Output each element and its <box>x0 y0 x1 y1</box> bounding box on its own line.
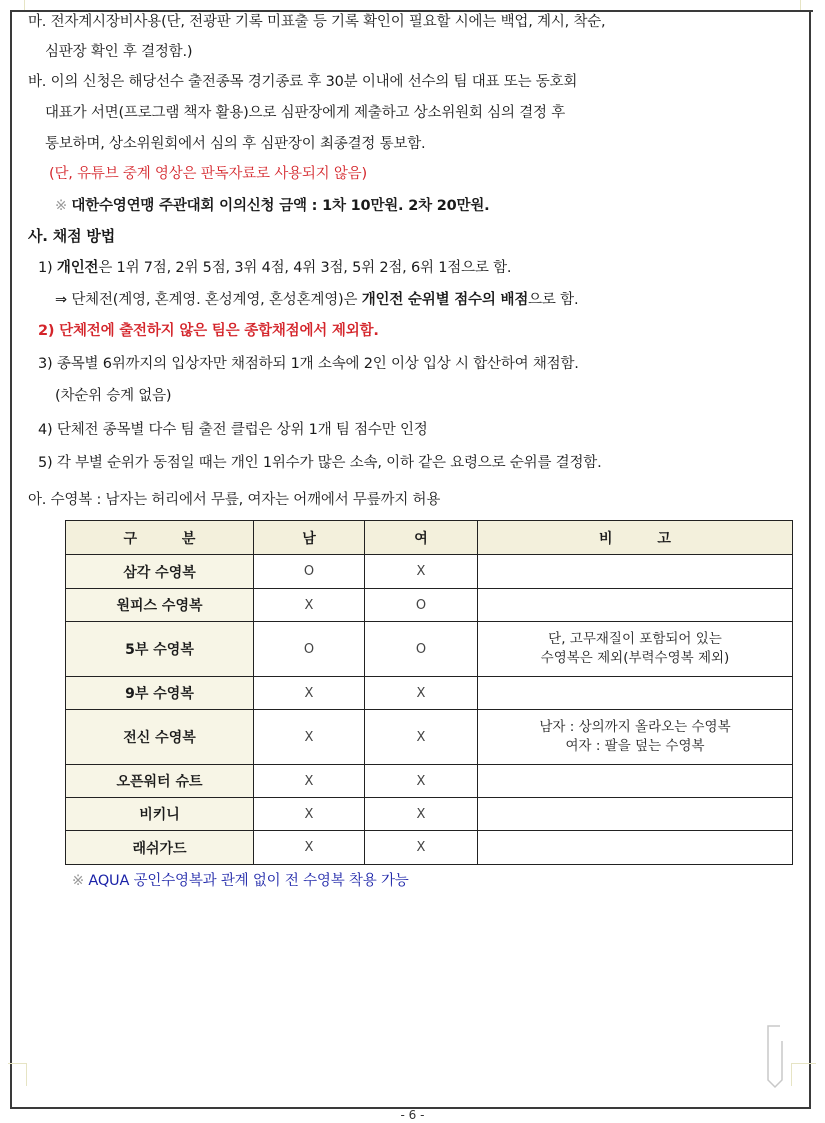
table-row <box>66 555 793 589</box>
row-type: 삼각 수영복 <box>66 555 254 589</box>
header-male: 남 <box>254 521 365 555</box>
scoring-item-4: 4) 단체전 종목별 다수 팀 출전 클럽은 상위 1개 팀 점수만 인정 <box>38 422 428 438</box>
crop-mark-bottom-right <box>791 1063 816 1086</box>
relay-bold-text: 개인전 순위별 점수의 배점 <box>361 292 529 308</box>
row-note <box>478 765 793 798</box>
paragraph-ma-line1: 마. 전자계시장비사용(단, 전광판 기록 미표출 등 기록 확인이 필요할 시에는 백업, 계시, 착순, <box>28 14 606 30</box>
table-row <box>66 677 793 710</box>
youtube-note: (단, 유튜브 중계 영상은 판독자료로 사용되지 않음) <box>49 166 367 182</box>
crop-mark-top-left <box>8 0 25 10</box>
row-male: X <box>254 765 365 798</box>
row-type: 래쉬가드 <box>66 831 254 865</box>
row-type: 9부 수영복 <box>66 677 254 710</box>
appeal-fee-text: 대한수영연맹 주관대회 이의신청 금액 : 1차 10만원. 2차 20만원. <box>71 198 490 214</box>
asterisk-icon: ※ <box>55 198 67 214</box>
row-female: X <box>365 831 478 865</box>
paragraph-ma-line2: 심판장 확인 후 결정함.) <box>45 44 193 60</box>
header-category: 구 분 <box>66 521 254 555</box>
row-note <box>478 831 793 865</box>
row-female: X <box>365 677 478 710</box>
row-note <box>478 589 793 622</box>
relay-end-text: 으로 함. <box>528 292 579 308</box>
row-note-line2: 수영복은 제외(부력수영복 제외) <box>540 650 730 666</box>
arrow-icon: ⇒ <box>55 292 67 308</box>
row-female: X <box>365 798 478 831</box>
scoring-item-1-sub <box>55 290 578 310</box>
table-row <box>66 622 793 677</box>
scoring-item-3-line2: (차순위 승계 없음) <box>55 388 172 404</box>
row-note <box>478 798 793 831</box>
row-male: O <box>254 555 365 589</box>
page-number: - 6 - <box>400 1108 425 1122</box>
row-male: X <box>254 798 365 831</box>
table-row <box>66 831 793 865</box>
swimsuit-footnote <box>72 871 409 891</box>
row-type: 오픈워터 슈트 <box>66 765 254 798</box>
table-row <box>66 589 793 622</box>
appeal-fee-note <box>55 196 489 216</box>
swimsuit-table <box>65 520 793 865</box>
scoring-heading: 사. 채점 방법 <box>28 227 115 245</box>
scoring-item-1-text: 은 1위 7점, 2위 5점, 3위 4점, 4위 3점, 5위 2점, 6위 1점으로 함. <box>98 260 512 276</box>
paragraph-ba-line3: 통보하며, 상소위원회에서 심의 후 심판장이 최종결정 통보함. <box>45 136 426 152</box>
header-female: 여 <box>365 521 478 555</box>
row-type: 전신 수영복 <box>66 710 254 765</box>
scoring-item-1-bold: 개인전 <box>56 260 99 276</box>
table-row <box>66 798 793 831</box>
paperclip-icon <box>766 1025 788 1089</box>
row-note-line2: 여자 : 팔을 덮는 수영복 <box>565 738 705 754</box>
row-male: X <box>254 831 365 865</box>
row-type: 원피스 수영복 <box>66 589 254 622</box>
scoring-item-3-line1: 3) 종목별 6위까지의 입상자만 채점하되 1개 소속에 2인 이상 입상 시 합산하여 채점함. <box>38 356 579 372</box>
header-note: 비 고 <box>478 521 793 555</box>
row-note-line1: 남자 : 상의까지 올라오는 수영복 <box>539 719 731 735</box>
row-female: X <box>365 765 478 798</box>
scoring-item-2: 2) 단체전에 출전하지 않은 팀은 종합채점에서 제외함. <box>38 323 379 339</box>
row-note <box>478 555 793 589</box>
row-female: O <box>365 589 478 622</box>
asterisk-icon: ※ <box>72 873 84 889</box>
table-row <box>66 710 793 765</box>
crop-mark-bottom-left <box>8 1063 27 1086</box>
table-header-row <box>66 521 793 555</box>
swimsuit-heading: 아. 수영복 : 남자는 허리에서 무릎, 여자는 어깨에서 무릎까지 허용 <box>28 492 441 508</box>
crop-mark-top-right <box>800 0 817 10</box>
paragraph-ba-line2: 대표가 서면(프로그램 책자 활용)으로 심판장에게 제출하고 상소위원회 심의 결정 후 <box>45 105 566 121</box>
table-row <box>66 765 793 798</box>
row-type: 5부 수영복 <box>66 622 254 677</box>
row-female: O <box>365 622 478 677</box>
row-male: X <box>254 710 365 765</box>
row-male: O <box>254 622 365 677</box>
row-note-line1: 단, 고무재질이 포함되어 있는 <box>548 631 722 647</box>
row-male: X <box>254 589 365 622</box>
row-male: X <box>254 677 365 710</box>
scoring-item-1-number: 1) <box>38 260 53 276</box>
scoring-item-1 <box>38 258 511 278</box>
row-female: X <box>365 555 478 589</box>
row-note <box>478 677 793 710</box>
scoring-item-5: 5) 각 부별 순위가 동점일 때는 개인 1위수가 많은 소속, 이하 같은 요령으로 순위를 결정함. <box>38 455 602 471</box>
row-note <box>478 710 793 765</box>
row-female: X <box>365 710 478 765</box>
paragraph-ba-line1: 바. 이의 신청은 해당선수 출전종목 경기종료 후 30분 이내에 선수의 팀 대표 또는 동호회 <box>28 74 578 90</box>
row-type: 비키니 <box>66 798 254 831</box>
swimsuit-footnote-text: AQUA 공인수영복과 관계 없이 전 수영복 착용 가능 <box>88 873 409 889</box>
row-note <box>478 622 793 677</box>
relay-text: 단체전(계영, 혼계영. 혼성계영, 혼성혼계영)은 <box>71 292 358 308</box>
